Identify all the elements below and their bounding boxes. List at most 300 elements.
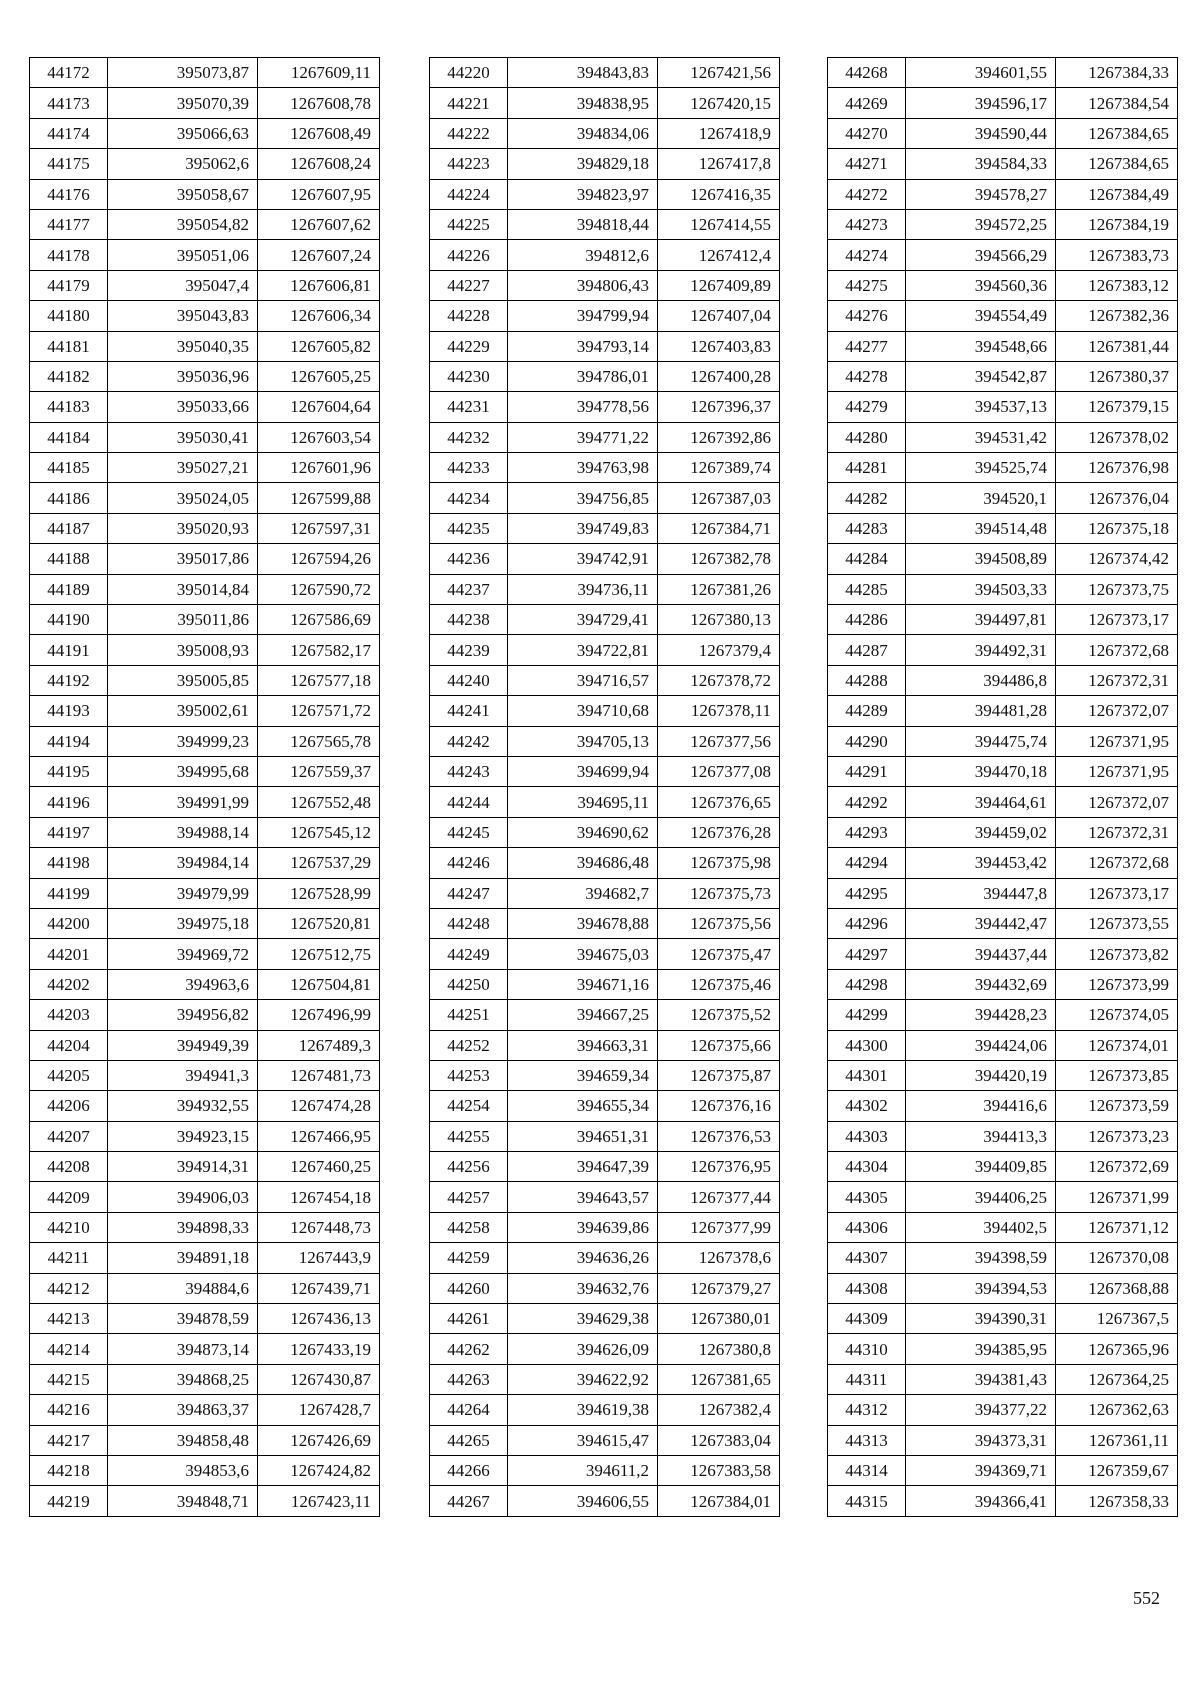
point-id-cell: 44217	[30, 1425, 108, 1455]
x-coordinate-cell: 394806,43	[508, 270, 658, 300]
y-coordinate-cell: 1267375,73	[658, 878, 780, 908]
table-row	[30, 1486, 380, 1516]
table-row	[828, 88, 1178, 118]
table-row	[30, 878, 380, 908]
y-coordinate-cell: 1267605,25	[258, 361, 380, 391]
point-id-cell: 44244	[430, 787, 508, 817]
point-id-cell: 44202	[30, 969, 108, 999]
point-id-cell: 44182	[30, 361, 108, 391]
x-coordinate-cell: 394722,81	[508, 635, 658, 665]
table-row	[828, 544, 1178, 574]
x-coordinate-cell: 394949,39	[108, 1030, 258, 1060]
y-coordinate-cell: 1267383,12	[1056, 270, 1178, 300]
y-coordinate-cell: 1267608,24	[258, 149, 380, 179]
point-id-cell: 44275	[828, 270, 906, 300]
y-coordinate-cell: 1267384,49	[1056, 179, 1178, 209]
y-coordinate-cell: 1267381,26	[658, 574, 780, 604]
x-coordinate-cell: 394749,83	[508, 513, 658, 543]
point-id-cell: 44270	[828, 118, 906, 148]
table-row	[30, 1091, 380, 1121]
y-coordinate-cell: 1267376,04	[1056, 483, 1178, 513]
x-coordinate-cell: 394914,31	[108, 1152, 258, 1182]
table-row	[30, 209, 380, 239]
x-coordinate-cell: 394622,92	[508, 1364, 658, 1394]
point-id-cell: 44227	[430, 270, 508, 300]
table-row	[30, 635, 380, 665]
point-id-cell: 44191	[30, 635, 108, 665]
x-coordinate-cell: 394629,38	[508, 1304, 658, 1334]
y-coordinate-cell: 1267377,08	[658, 756, 780, 786]
x-coordinate-cell: 394932,55	[108, 1091, 258, 1121]
point-id-cell: 44208	[30, 1152, 108, 1182]
point-id-cell: 44282	[828, 483, 906, 513]
point-id-cell: 44254	[430, 1091, 508, 1121]
point-id-cell: 44269	[828, 88, 906, 118]
x-coordinate-cell: 394843,83	[508, 58, 658, 88]
point-id-cell: 44267	[430, 1486, 508, 1516]
x-coordinate-cell: 394548,66	[906, 331, 1056, 361]
y-coordinate-cell: 1267436,13	[258, 1304, 380, 1334]
x-coordinate-cell: 394385,95	[906, 1334, 1056, 1364]
table-row	[828, 1000, 1178, 1030]
x-coordinate-cell: 394398,59	[906, 1243, 1056, 1273]
x-coordinate-cell: 394671,16	[508, 969, 658, 999]
y-coordinate-cell: 1267424,82	[258, 1455, 380, 1485]
x-coordinate-cell: 394659,34	[508, 1060, 658, 1090]
y-coordinate-cell: 1267374,05	[1056, 1000, 1178, 1030]
x-coordinate-cell: 394778,56	[508, 392, 658, 422]
y-coordinate-cell: 1267375,66	[658, 1030, 780, 1060]
y-coordinate-cell: 1267372,68	[1056, 635, 1178, 665]
table-row	[30, 1121, 380, 1151]
table-row	[30, 331, 380, 361]
point-id-cell: 44189	[30, 574, 108, 604]
point-id-cell: 44288	[828, 665, 906, 695]
x-coordinate-cell: 394898,33	[108, 1212, 258, 1242]
point-id-cell: 44287	[828, 635, 906, 665]
y-coordinate-cell: 1267382,36	[1056, 301, 1178, 331]
y-coordinate-cell: 1267381,65	[658, 1364, 780, 1394]
point-id-cell: 44198	[30, 848, 108, 878]
y-coordinate-cell: 1267371,95	[1056, 756, 1178, 786]
x-coordinate-cell: 394619,38	[508, 1395, 658, 1425]
point-id-cell: 44246	[430, 848, 508, 878]
x-coordinate-cell: 394647,39	[508, 1152, 658, 1182]
x-coordinate-cell: 394615,47	[508, 1425, 658, 1455]
point-id-cell: 44238	[430, 605, 508, 635]
y-coordinate-cell: 1267375,46	[658, 969, 780, 999]
y-coordinate-cell: 1267375,18	[1056, 513, 1178, 543]
table-row	[30, 1364, 380, 1394]
table-row	[430, 361, 780, 391]
x-coordinate-cell: 395051,06	[108, 240, 258, 270]
table-row	[430, 118, 780, 148]
point-id-cell: 44302	[828, 1091, 906, 1121]
x-coordinate-cell: 395036,96	[108, 361, 258, 391]
table-row	[828, 848, 1178, 878]
table-row	[828, 817, 1178, 847]
point-id-cell: 44307	[828, 1243, 906, 1273]
y-coordinate-cell: 1267364,25	[1056, 1364, 1178, 1394]
y-coordinate-cell: 1267362,63	[1056, 1395, 1178, 1425]
y-coordinate-cell: 1267474,28	[258, 1091, 380, 1121]
point-id-cell: 44253	[430, 1060, 508, 1090]
table-row	[30, 756, 380, 786]
table-row	[30, 848, 380, 878]
x-coordinate-cell: 394470,18	[906, 756, 1056, 786]
table-row	[430, 1091, 780, 1121]
point-id-cell: 44180	[30, 301, 108, 331]
y-coordinate-cell: 1267426,69	[258, 1425, 380, 1455]
x-coordinate-cell: 394963,6	[108, 969, 258, 999]
point-id-cell: 44187	[30, 513, 108, 543]
point-id-cell: 44245	[430, 817, 508, 847]
x-coordinate-cell: 394988,14	[108, 817, 258, 847]
point-id-cell: 44214	[30, 1334, 108, 1364]
x-coordinate-cell: 394793,14	[508, 331, 658, 361]
y-coordinate-cell: 1267378,6	[658, 1243, 780, 1273]
y-coordinate-cell: 1267481,73	[258, 1060, 380, 1090]
y-coordinate-cell: 1267381,44	[1056, 331, 1178, 361]
point-id-cell: 44299	[828, 1000, 906, 1030]
point-id-cell: 44174	[30, 118, 108, 148]
x-coordinate-cell: 395054,82	[108, 209, 258, 239]
x-coordinate-cell: 394823,97	[508, 179, 658, 209]
table-row	[430, 605, 780, 635]
point-id-cell: 44280	[828, 422, 906, 452]
point-id-cell: 44312	[828, 1395, 906, 1425]
x-coordinate-cell: 394486,8	[906, 665, 1056, 695]
table-row	[430, 331, 780, 361]
y-coordinate-cell: 1267372,31	[1056, 665, 1178, 695]
x-coordinate-cell: 394497,81	[906, 605, 1056, 635]
x-coordinate-cell: 395058,67	[108, 179, 258, 209]
y-coordinate-cell: 1267577,18	[258, 665, 380, 695]
x-coordinate-cell: 394975,18	[108, 908, 258, 938]
x-coordinate-cell: 394873,14	[108, 1334, 258, 1364]
point-id-cell: 44263	[430, 1364, 508, 1394]
table-row	[828, 1243, 1178, 1273]
y-coordinate-cell: 1267606,34	[258, 301, 380, 331]
x-coordinate-cell: 395047,4	[108, 270, 258, 300]
x-coordinate-cell: 394729,41	[508, 605, 658, 635]
x-coordinate-cell: 394736,11	[508, 574, 658, 604]
point-id-cell: 44248	[430, 908, 508, 938]
point-id-cell: 44218	[30, 1455, 108, 1485]
table-row	[30, 1060, 380, 1090]
table-row	[30, 1000, 380, 1030]
y-coordinate-cell: 1267489,3	[258, 1030, 380, 1060]
x-coordinate-cell: 394979,99	[108, 878, 258, 908]
y-coordinate-cell: 1267603,54	[258, 422, 380, 452]
point-id-cell: 44231	[430, 392, 508, 422]
table-row	[828, 1334, 1178, 1364]
table-row	[30, 88, 380, 118]
y-coordinate-cell: 1267428,7	[258, 1395, 380, 1425]
table-row	[30, 240, 380, 270]
y-coordinate-cell: 1267365,96	[1056, 1334, 1178, 1364]
x-coordinate-cell: 394537,13	[906, 392, 1056, 422]
table-row	[430, 88, 780, 118]
x-coordinate-cell: 394584,33	[906, 149, 1056, 179]
y-coordinate-cell: 1267439,71	[258, 1273, 380, 1303]
point-id-cell: 44303	[828, 1121, 906, 1151]
x-coordinate-cell: 394566,29	[906, 240, 1056, 270]
table-row	[828, 209, 1178, 239]
x-coordinate-cell: 395020,93	[108, 513, 258, 543]
y-coordinate-cell: 1267384,54	[1056, 88, 1178, 118]
x-coordinate-cell: 394710,68	[508, 696, 658, 726]
y-coordinate-cell: 1267607,62	[258, 209, 380, 239]
table-row	[828, 605, 1178, 635]
point-id-cell: 44293	[828, 817, 906, 847]
point-id-cell: 44304	[828, 1152, 906, 1182]
x-coordinate-cell: 394699,94	[508, 756, 658, 786]
table-row	[430, 1334, 780, 1364]
y-coordinate-cell: 1267375,98	[658, 848, 780, 878]
point-id-cell: 44296	[828, 908, 906, 938]
x-coordinate-cell: 394606,55	[508, 1486, 658, 1516]
x-coordinate-cell: 394442,47	[906, 908, 1056, 938]
point-id-cell: 44315	[828, 1486, 906, 1516]
table-row	[828, 179, 1178, 209]
table-row	[430, 392, 780, 422]
x-coordinate-cell: 394868,25	[108, 1364, 258, 1394]
x-coordinate-cell: 394531,42	[906, 422, 1056, 452]
y-coordinate-cell: 1267582,17	[258, 635, 380, 665]
x-coordinate-cell: 394432,69	[906, 969, 1056, 999]
x-coordinate-cell: 394716,57	[508, 665, 658, 695]
point-id-cell: 44179	[30, 270, 108, 300]
y-coordinate-cell: 1267373,59	[1056, 1091, 1178, 1121]
point-id-cell: 44284	[828, 544, 906, 574]
y-coordinate-cell: 1267571,72	[258, 696, 380, 726]
point-id-cell: 44255	[430, 1121, 508, 1151]
table-row	[30, 605, 380, 635]
x-coordinate-cell: 394884,6	[108, 1273, 258, 1303]
x-coordinate-cell: 394503,33	[906, 574, 1056, 604]
y-coordinate-cell: 1267368,88	[1056, 1273, 1178, 1303]
point-id-cell: 44215	[30, 1364, 108, 1394]
point-id-cell: 44309	[828, 1304, 906, 1334]
x-coordinate-cell: 394381,43	[906, 1364, 1056, 1394]
y-coordinate-cell: 1267384,19	[1056, 209, 1178, 239]
y-coordinate-cell: 1267607,24	[258, 240, 380, 270]
y-coordinate-cell: 1267376,65	[658, 787, 780, 817]
point-id-cell: 44240	[430, 665, 508, 695]
point-id-cell: 44300	[828, 1030, 906, 1060]
point-id-cell: 44314	[828, 1455, 906, 1485]
table-row	[430, 1212, 780, 1242]
table-row	[828, 1425, 1178, 1455]
table-row	[30, 1334, 380, 1364]
x-coordinate-cell: 394406,25	[906, 1182, 1056, 1212]
point-id-cell: 44265	[430, 1425, 508, 1455]
point-id-cell: 44298	[828, 969, 906, 999]
y-coordinate-cell: 1267358,33	[1056, 1486, 1178, 1516]
x-coordinate-cell: 394508,89	[906, 544, 1056, 574]
point-id-cell: 44178	[30, 240, 108, 270]
x-coordinate-cell: 394663,31	[508, 1030, 658, 1060]
y-coordinate-cell: 1267382,4	[658, 1395, 780, 1425]
point-id-cell: 44292	[828, 787, 906, 817]
x-coordinate-cell: 395008,93	[108, 635, 258, 665]
point-id-cell: 44243	[430, 756, 508, 786]
y-coordinate-cell: 1267599,88	[258, 483, 380, 513]
x-coordinate-cell: 394596,17	[906, 88, 1056, 118]
x-coordinate-cell: 394590,44	[906, 118, 1056, 148]
point-id-cell: 44173	[30, 88, 108, 118]
point-id-cell: 44224	[430, 179, 508, 209]
table-row	[30, 1212, 380, 1242]
table-row	[828, 574, 1178, 604]
table-row	[30, 301, 380, 331]
x-coordinate-cell: 394923,15	[108, 1121, 258, 1151]
x-coordinate-cell: 394999,23	[108, 726, 258, 756]
table-row	[30, 270, 380, 300]
table-row	[828, 878, 1178, 908]
point-id-cell: 44222	[430, 118, 508, 148]
point-id-cell: 44226	[430, 240, 508, 270]
table-row	[828, 939, 1178, 969]
x-coordinate-cell: 394475,74	[906, 726, 1056, 756]
point-id-cell: 44313	[828, 1425, 906, 1455]
y-coordinate-cell: 1267372,07	[1056, 696, 1178, 726]
point-id-cell: 44306	[828, 1212, 906, 1242]
x-coordinate-cell: 394682,7	[508, 878, 658, 908]
table-row	[30, 1030, 380, 1060]
x-coordinate-cell: 395073,87	[108, 58, 258, 88]
x-coordinate-cell: 394858,48	[108, 1425, 258, 1455]
y-coordinate-cell: 1267608,49	[258, 118, 380, 148]
x-coordinate-cell: 394639,86	[508, 1212, 658, 1242]
point-id-cell: 44239	[430, 635, 508, 665]
point-id-cell: 44276	[828, 301, 906, 331]
x-coordinate-cell: 394812,6	[508, 240, 658, 270]
table-row	[430, 209, 780, 239]
point-id-cell: 44295	[828, 878, 906, 908]
table-row	[30, 696, 380, 726]
x-coordinate-cell: 394799,94	[508, 301, 658, 331]
y-coordinate-cell: 1267520,81	[258, 908, 380, 938]
y-coordinate-cell: 1267383,04	[658, 1425, 780, 1455]
x-coordinate-cell: 395024,05	[108, 483, 258, 513]
x-coordinate-cell: 395014,84	[108, 574, 258, 604]
table-row	[828, 149, 1178, 179]
table-row	[430, 1304, 780, 1334]
table-row	[430, 453, 780, 483]
y-coordinate-cell: 1267359,67	[1056, 1455, 1178, 1485]
point-id-cell: 44209	[30, 1182, 108, 1212]
point-id-cell: 44249	[430, 939, 508, 969]
y-coordinate-cell: 1267496,99	[258, 1000, 380, 1030]
table-row	[828, 635, 1178, 665]
x-coordinate-cell: 394969,72	[108, 939, 258, 969]
x-coordinate-cell: 394643,57	[508, 1182, 658, 1212]
table-row	[30, 726, 380, 756]
y-coordinate-cell: 1267417,8	[658, 149, 780, 179]
x-coordinate-cell: 394848,71	[108, 1486, 258, 1516]
point-id-cell: 44286	[828, 605, 906, 635]
point-id-cell: 44232	[430, 422, 508, 452]
table-row	[430, 1273, 780, 1303]
y-coordinate-cell: 1267380,01	[658, 1304, 780, 1334]
x-coordinate-cell: 394409,85	[906, 1152, 1056, 1182]
y-coordinate-cell: 1267504,81	[258, 969, 380, 999]
table-row	[828, 361, 1178, 391]
x-coordinate-cell: 394394,53	[906, 1273, 1056, 1303]
x-coordinate-cell: 394390,31	[906, 1304, 1056, 1334]
y-coordinate-cell: 1267373,82	[1056, 939, 1178, 969]
y-coordinate-cell: 1267372,07	[1056, 787, 1178, 817]
point-id-cell: 44199	[30, 878, 108, 908]
y-coordinate-cell: 1267380,13	[658, 605, 780, 635]
point-id-cell: 44271	[828, 149, 906, 179]
x-coordinate-cell: 394554,49	[906, 301, 1056, 331]
table-row	[828, 453, 1178, 483]
x-coordinate-cell: 395005,85	[108, 665, 258, 695]
point-id-cell: 44252	[430, 1030, 508, 1060]
table-row	[430, 665, 780, 695]
point-id-cell: 44297	[828, 939, 906, 969]
x-coordinate-cell: 395011,86	[108, 605, 258, 635]
table-row	[430, 1000, 780, 1030]
point-id-cell: 44264	[430, 1395, 508, 1425]
y-coordinate-cell: 1267597,31	[258, 513, 380, 543]
y-coordinate-cell: 1267403,83	[658, 331, 780, 361]
x-coordinate-cell: 394366,41	[906, 1486, 1056, 1516]
point-id-cell: 44177	[30, 209, 108, 239]
point-id-cell: 44229	[430, 331, 508, 361]
y-coordinate-cell: 1267412,4	[658, 240, 780, 270]
table-row	[30, 361, 380, 391]
x-coordinate-cell: 395070,39	[108, 88, 258, 118]
y-coordinate-cell: 1267552,48	[258, 787, 380, 817]
y-coordinate-cell: 1267373,17	[1056, 878, 1178, 908]
x-coordinate-cell: 394651,31	[508, 1121, 658, 1151]
table-row	[30, 1304, 380, 1334]
point-id-cell: 44213	[30, 1304, 108, 1334]
point-id-cell: 44234	[430, 483, 508, 513]
y-coordinate-cell: 1267376,98	[1056, 453, 1178, 483]
y-coordinate-cell: 1267416,35	[658, 179, 780, 209]
point-id-cell: 44195	[30, 756, 108, 786]
y-coordinate-cell: 1267374,01	[1056, 1030, 1178, 1060]
y-coordinate-cell: 1267414,55	[658, 209, 780, 239]
point-id-cell: 44259	[430, 1243, 508, 1273]
table-row	[30, 817, 380, 847]
x-coordinate-cell: 394991,99	[108, 787, 258, 817]
point-id-cell: 44230	[430, 361, 508, 391]
table-row	[430, 1455, 780, 1485]
point-id-cell: 44242	[430, 726, 508, 756]
coordinates-table-1	[29, 57, 380, 1517]
point-id-cell: 44172	[30, 58, 108, 88]
point-id-cell: 44272	[828, 179, 906, 209]
point-id-cell: 44188	[30, 544, 108, 574]
x-coordinate-cell: 394995,68	[108, 756, 258, 786]
x-coordinate-cell: 394420,19	[906, 1060, 1056, 1090]
y-coordinate-cell: 1267375,52	[658, 1000, 780, 1030]
x-coordinate-cell: 394481,28	[906, 696, 1056, 726]
y-coordinate-cell: 1267609,11	[258, 58, 380, 88]
y-coordinate-cell: 1267606,81	[258, 270, 380, 300]
table-row	[30, 118, 380, 148]
point-id-cell: 44205	[30, 1060, 108, 1090]
y-coordinate-cell: 1267382,78	[658, 544, 780, 574]
y-coordinate-cell: 1267376,53	[658, 1121, 780, 1151]
point-id-cell: 44308	[828, 1273, 906, 1303]
